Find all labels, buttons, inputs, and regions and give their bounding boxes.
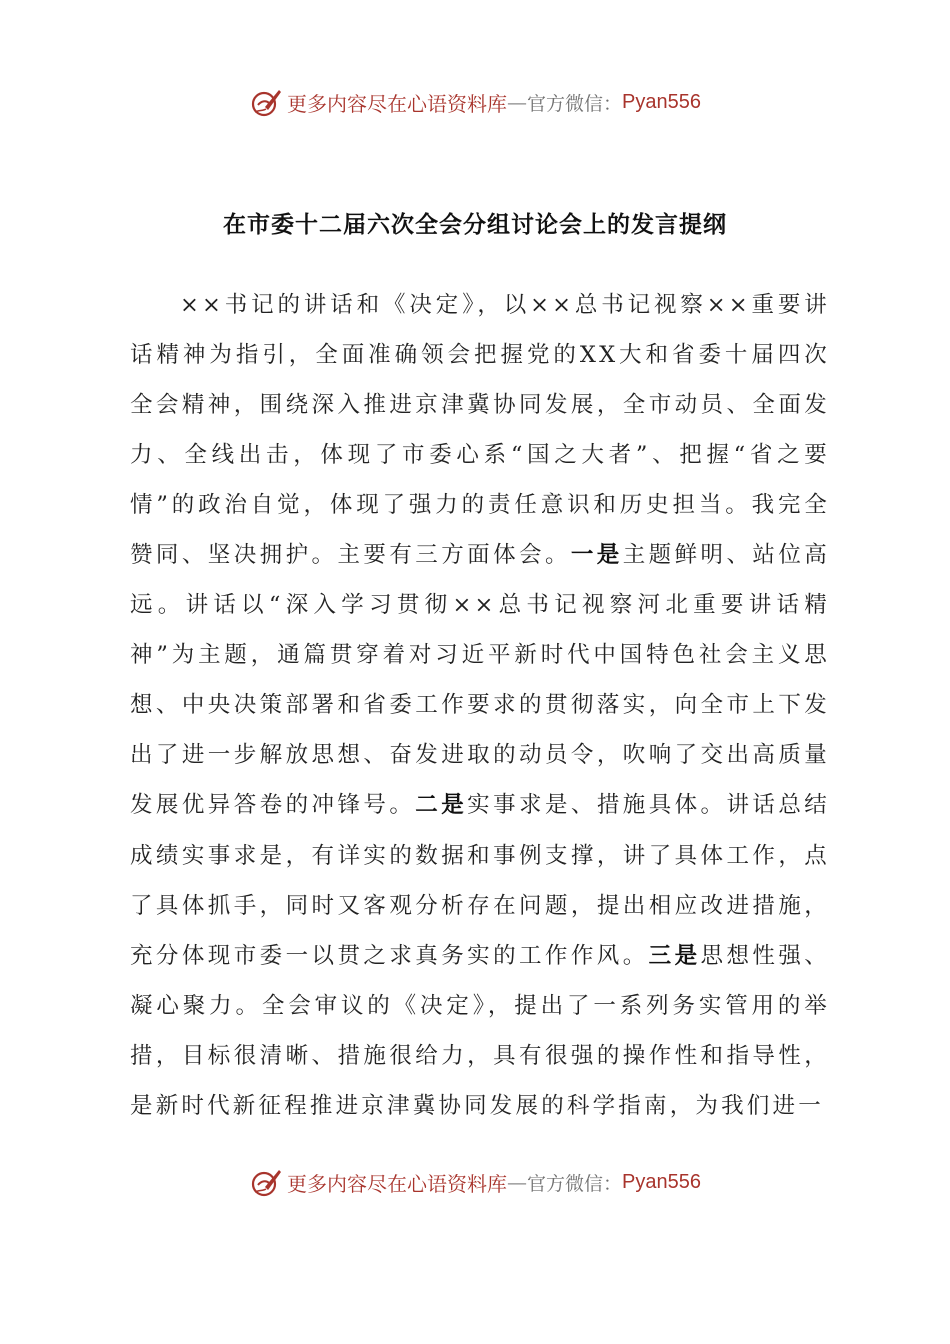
point-one-label: 一是 xyxy=(570,542,623,569)
banner-wechat-label: 官方微信： xyxy=(527,1172,623,1195)
banner-wechat-id: Pyan556 xyxy=(622,1170,701,1193)
point-three-label: 三是 xyxy=(648,942,701,969)
banner-site-text: 更多内容尽在心语资料库 xyxy=(287,91,507,116)
point-two-text: 实事求是、措施具体。讲话总结成绩实事求是，有详实的数据和事例支撑，讲了具体工作，点了具体抓手，同时又客观分析存在问题，提出相应改进措施，充分体现市委一以贯之求真务实的工作作风。 xyxy=(130,792,830,969)
banner-dash: — xyxy=(507,1170,527,1194)
paragraph-intro: ××书记的讲话和《决定》，以××总书记视察××重要讲话精神为指引，全面准确领会把握党的XX大和省委十届四次全会精神，围绕深入推进京津冀协同发展，全市动员、全面发力、全线出击，体现了市委心系“国之大者”、把握“省之要情”的政治自觉，体现了强力的责任意识和历史担当。我完全赞同、坚决拥护。主要有三方面体会。 xyxy=(130,292,830,569)
banner-wechat-id: Pyan556 xyxy=(622,90,701,113)
pen-logo-icon xyxy=(249,85,283,119)
banner-wechat-label: 官方微信： xyxy=(527,92,623,115)
banner-site-text: 更多内容尽在心语资料库 xyxy=(287,1171,507,1196)
point-two-label: 二是 xyxy=(415,792,468,819)
document-paragraph xyxy=(130,280,830,1131)
pen-logo-icon xyxy=(249,1165,283,1199)
footer-banner xyxy=(0,1162,950,1202)
point-one-text: 主题鲜明、站位高远。讲话以“深入学习贯彻××总书记视察河北重要讲话精神”为主题，通篇贯穿着对习近平新时代中国特色社会主义思想、中央决策部署和省委工作要求的贯彻落实，向全市上下发出了进一步解放思想、奋发进取的动员令，吹响了交出高质量发展优异答卷的冲锋号。 xyxy=(130,542,830,819)
point-three-text: 思想性强、凝心聚力。全会审议的《决定》，提出了一系列务实管用的举措，目标很清晰、措施很给力，具有很强的操作性和指导性，是新时代新征程推进京津冀协同发展的科学指南，为我们进一 xyxy=(130,942,830,1119)
banner-dash: — xyxy=(507,90,527,114)
header-banner xyxy=(0,82,950,122)
document-title: 在市委十二届六次全会分组讨论会上的发言提纲 xyxy=(223,212,727,238)
